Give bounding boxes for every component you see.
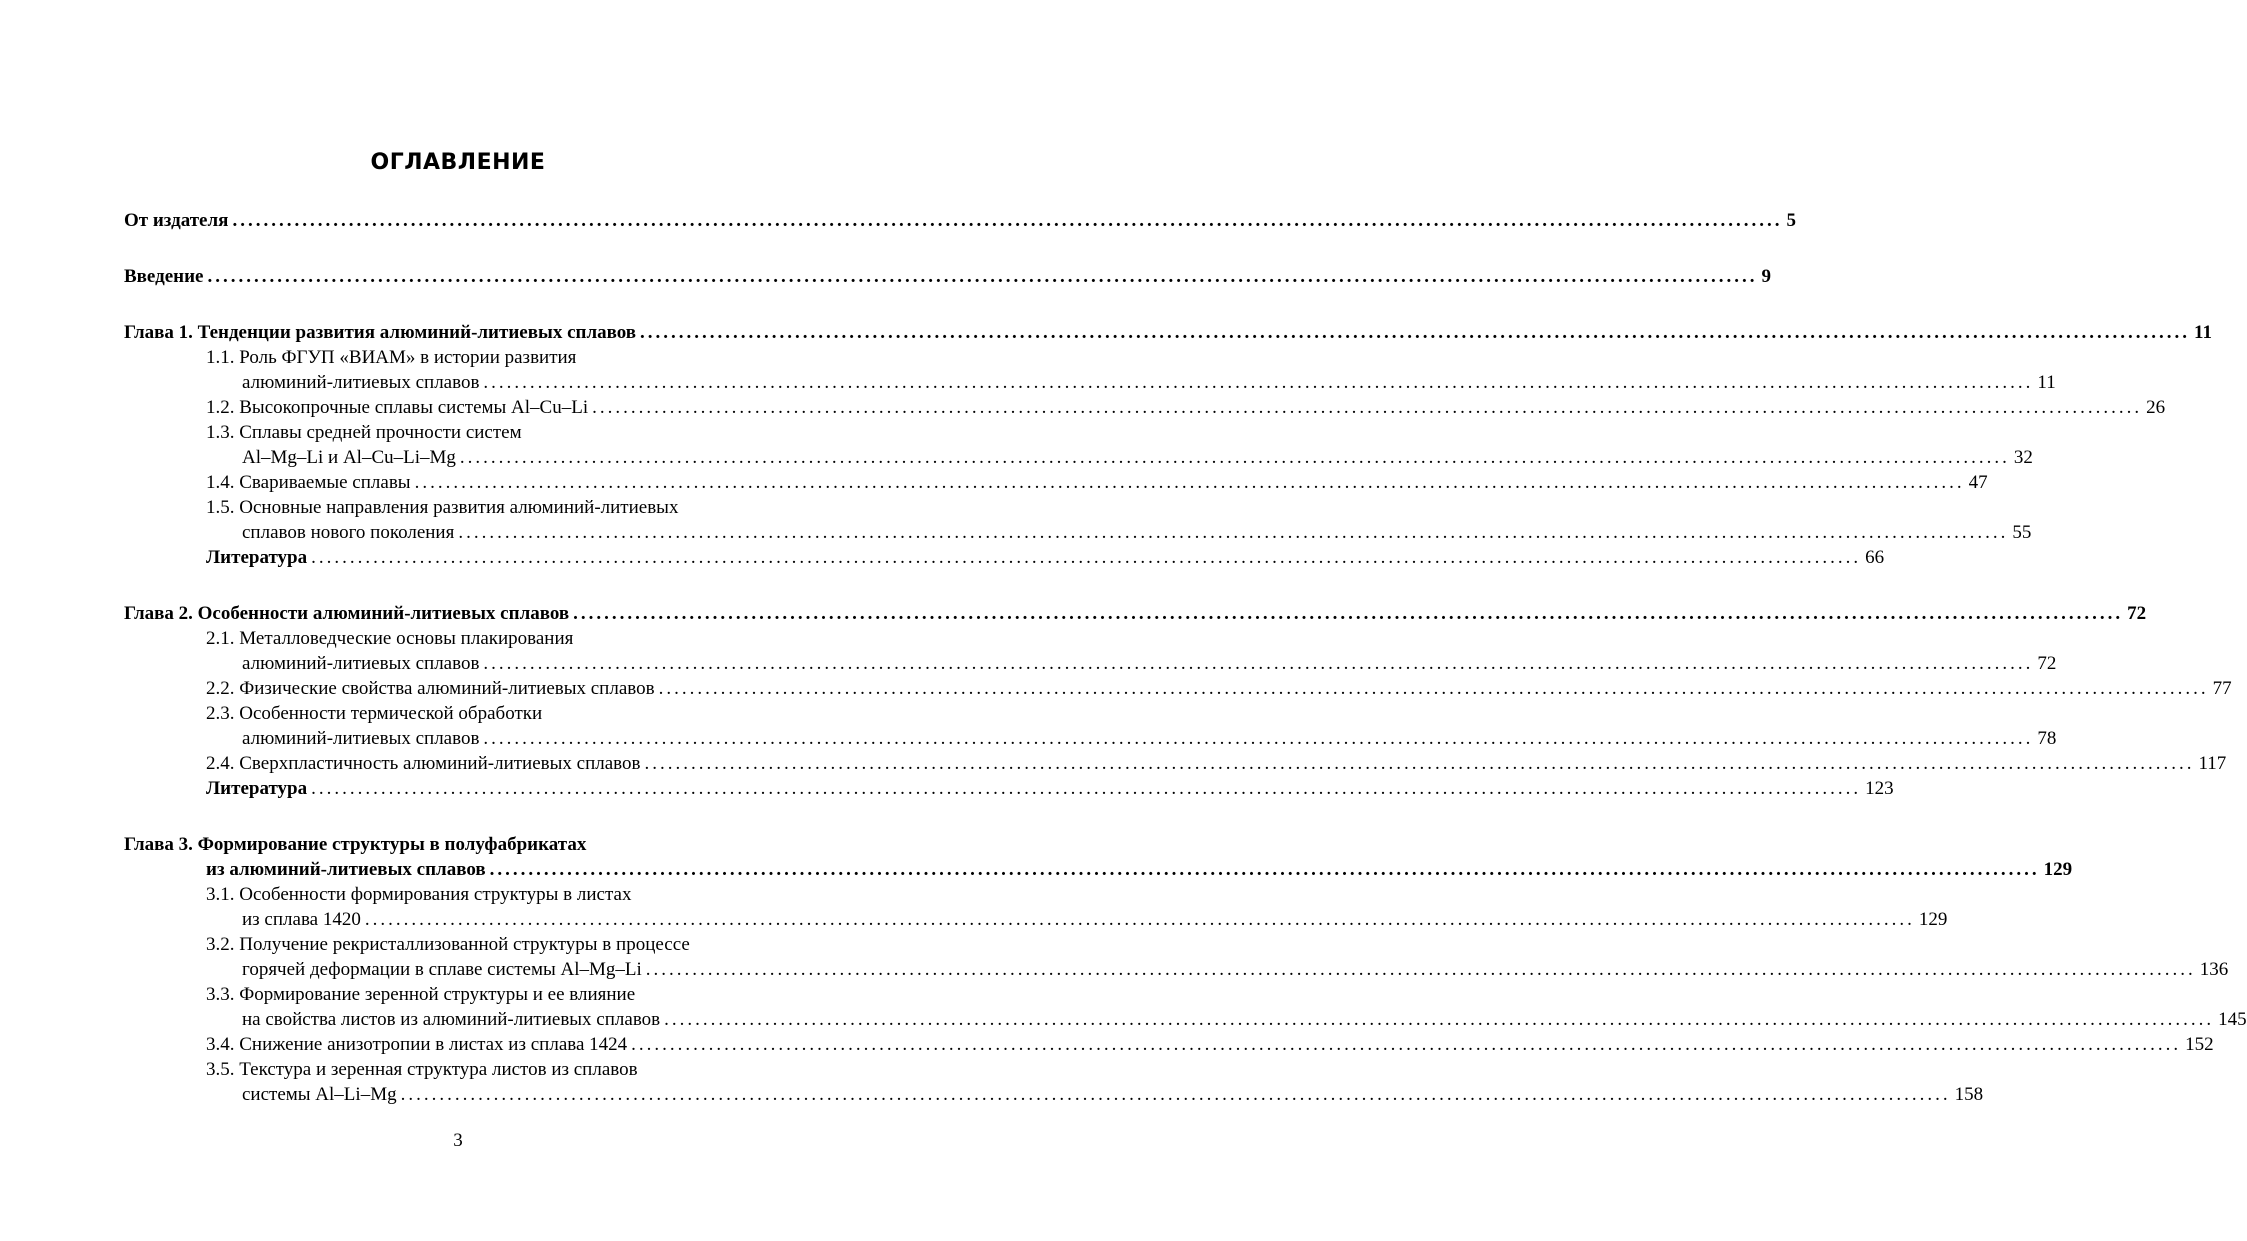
- leader-dots: ........................................................................................................................................................................................................: [644, 753, 2195, 774]
- toc-entry-title: Al–Mg–Li и Al–Cu–Li–Mg: [242, 447, 456, 468]
- toc-page-number: 5: [1786, 210, 1796, 231]
- page-number: 3: [453, 1130, 463, 1151]
- toc-entry-title: 3.4. Снижение анизотропии в листах из сплава 1424: [206, 1034, 628, 1055]
- toc-section[interactable]: [124, 395, 2166, 420]
- toc-section-cont[interactable]: [124, 1007, 2247, 1032]
- toc-entry[interactable]: [124, 264, 1771, 289]
- toc-section-cont[interactable]: [124, 370, 2056, 395]
- toc-entry-title: 1.4. Свариваемые сплавы: [206, 472, 411, 493]
- toc-section[interactable]: [124, 1032, 2214, 1057]
- toc-entry-title: 1.5. Основные направления развития алюминий-литиевых: [206, 497, 679, 518]
- toc-chapter[interactable]: [124, 601, 2147, 626]
- toc-literature[interactable]: [124, 776, 1894, 801]
- leader-dots: ........................................................................................................................................................................................................: [573, 603, 2124, 624]
- toc-page-number: 129: [1918, 909, 1948, 930]
- table-of-contents: [124, 208, 2247, 1107]
- toc-section[interactable]: [124, 751, 2227, 776]
- toc-section[interactable]: [124, 1057, 814, 1082]
- leader-dots: ........................................................................................................................................................................................................: [364, 909, 1915, 930]
- toc-entry[interactable]: [124, 208, 1796, 233]
- leader-dots: ........................................................................................................................................................................................................: [311, 547, 1862, 568]
- toc-chapter-cont[interactable]: [124, 857, 2073, 882]
- toc-entry-title: 1.2. Высокопрочные сплавы системы Al–Cu–Li: [206, 397, 589, 418]
- toc-section[interactable]: [124, 882, 814, 907]
- toc-section[interactable]: [124, 345, 814, 370]
- toc-page-number: 136: [2199, 959, 2229, 980]
- toc-entry-title: 3.1. Особенности формирования структуры в листах: [206, 884, 632, 905]
- toc-page-number: 47: [1968, 472, 1988, 493]
- toc-page-number: 55: [2012, 522, 2032, 543]
- toc-entry-title: алюминий-литиевых сплавов: [242, 728, 480, 749]
- leader-dots: ........................................................................................................................................................................................................: [400, 1084, 1951, 1105]
- leader-dots: ........................................................................................................................................................................................................: [640, 322, 2191, 343]
- toc-chapter[interactable]: [124, 832, 814, 857]
- toc-page-number: 158: [1954, 1084, 1984, 1105]
- toc-entry-title: Глава 1. Тенденции развития алюминий-литиевых сплавов: [124, 322, 637, 343]
- toc-entry-title: 2.2. Физические свойства алюминий-литиевых сплавов: [206, 678, 655, 699]
- leader-dots: ........................................................................................................................................................................................................: [459, 447, 2010, 468]
- toc-entry-title: 3.3. Формирование зеренной структуры и ее влияние: [206, 984, 636, 1005]
- leader-dots: ........................................................................................................................................................................................................: [311, 778, 1862, 799]
- leader-dots: ........................................................................................................................................................................................................: [664, 1009, 2215, 1030]
- toc-section[interactable]: [124, 470, 1988, 495]
- leader-dots: ........................................................................................................................................................................................................: [645, 959, 2196, 980]
- toc-section-cont[interactable]: [124, 651, 2057, 676]
- toc-entry-title: из алюминий-литиевых сплавов: [206, 859, 486, 880]
- toc-entry-title: 1.3. Сплавы средней прочности систем: [206, 422, 522, 443]
- toc-page-number: 9: [1761, 266, 1771, 287]
- toc-section[interactable]: [124, 701, 814, 726]
- toc-entry-title: Введение: [124, 266, 204, 287]
- leader-dots: ........................................................................................................................................................................................................: [631, 1034, 2182, 1055]
- toc-entry-title: 3.5. Текстура и зеренная структура листов из сплавов: [206, 1059, 638, 1080]
- leader-dots: ........................................................................................................................................................................................................: [658, 678, 2209, 699]
- toc-section[interactable]: [124, 495, 814, 520]
- toc-section-cont[interactable]: [124, 520, 2032, 545]
- toc-section[interactable]: [124, 420, 814, 445]
- leader-dots: ........................................................................................................................................................................................................: [483, 653, 2034, 674]
- toc-section[interactable]: [124, 982, 814, 1007]
- toc-entry-title: 2.3. Особенности термической обработки: [206, 703, 543, 724]
- leader-dots: ........................................................................................................................................................................................................: [207, 266, 1758, 287]
- toc-entry-title: сплавов нового поколения: [242, 522, 455, 543]
- leader-dots: ........................................................................................................................................................................................................: [489, 859, 2040, 880]
- toc-page-number: 11: [2037, 372, 2056, 393]
- toc-page-number: 152: [2185, 1034, 2214, 1055]
- leader-dots: ........................................................................................................................................................................................................: [483, 728, 2034, 749]
- toc-page-number: 66: [1865, 547, 1885, 568]
- toc-entry-title: Глава 2. Особенности алюминий-литиевых сплавов: [124, 603, 570, 624]
- toc-section-cont[interactable]: [124, 1082, 1984, 1107]
- toc-page-number: 123: [1865, 778, 1894, 799]
- toc-page-number: 77: [2212, 678, 2232, 699]
- toc-entry-title: Глава 3. Формирование структуры в полуфабрикатах: [124, 834, 587, 855]
- toc-section-cont[interactable]: [124, 907, 1948, 932]
- leader-dots: ........................................................................................................................................................................................................: [592, 397, 2143, 418]
- toc-entry-title: 1.1. Роль ФГУП «ВИАМ» в истории развития: [206, 347, 577, 368]
- toc-entry-title: 3.2. Получение рекристаллизованной структуры в процессе: [206, 934, 690, 955]
- toc-entry-title: 2.1. Металловедческие основы плакирования: [206, 628, 574, 649]
- toc-entry-title: Литература: [206, 547, 308, 568]
- toc-entry-title: горячей деформации в сплаве системы Al–Mg–Li: [242, 959, 642, 980]
- toc-section-cont[interactable]: [124, 445, 2033, 470]
- toc-page-number: 78: [2037, 728, 2057, 749]
- toc-page-number: 72: [2127, 603, 2147, 624]
- leader-dots: ........................................................................................................................................................................................................: [483, 372, 2034, 393]
- toc-entry-title: 2.4. Сверхпластичность алюминий-литиевых сплавов: [206, 753, 641, 774]
- toc-page-number: 129: [2043, 859, 2073, 880]
- toc-page-number: 117: [2198, 753, 2227, 774]
- toc-page-number: 32: [2013, 447, 2033, 468]
- toc-page-number: 145: [2218, 1009, 2247, 1030]
- toc-section-cont[interactable]: [124, 726, 2057, 751]
- toc-entry-title: алюминий-литиевых сплавов: [242, 653, 480, 674]
- toc-entry-title: из сплава 1420: [242, 909, 361, 930]
- leader-dots: ........................................................................................................................................................................................................: [414, 472, 1965, 493]
- toc-entry-title: алюминий-литиевых сплавов: [242, 372, 480, 393]
- toc-chapter[interactable]: [124, 320, 2212, 345]
- toc-page-number: 72: [2037, 653, 2057, 674]
- toc-entry-title: Литература: [206, 778, 308, 799]
- page-title: ОГЛАВЛЕНИЕ: [370, 150, 546, 175]
- toc-entry-title: на свойства листов из алюминий-литиевых сплавов: [242, 1009, 661, 1030]
- leader-dots: ........................................................................................................................................................................................................: [232, 210, 1783, 231]
- toc-section-cont[interactable]: [124, 957, 2229, 982]
- toc-entry-title: От издателя: [124, 210, 229, 231]
- toc-literature[interactable]: [124, 545, 1885, 570]
- leader-dots: ........................................................................................................................................................................................................: [458, 522, 2009, 543]
- toc-page-number: 11: [2194, 322, 2212, 343]
- toc-section[interactable]: [124, 626, 814, 651]
- toc-section[interactable]: [124, 932, 814, 957]
- toc-page-number: 26: [2146, 397, 2166, 418]
- toc-section[interactable]: [124, 676, 2232, 701]
- toc-entry-title: системы Al–Li–Mg: [242, 1084, 397, 1105]
